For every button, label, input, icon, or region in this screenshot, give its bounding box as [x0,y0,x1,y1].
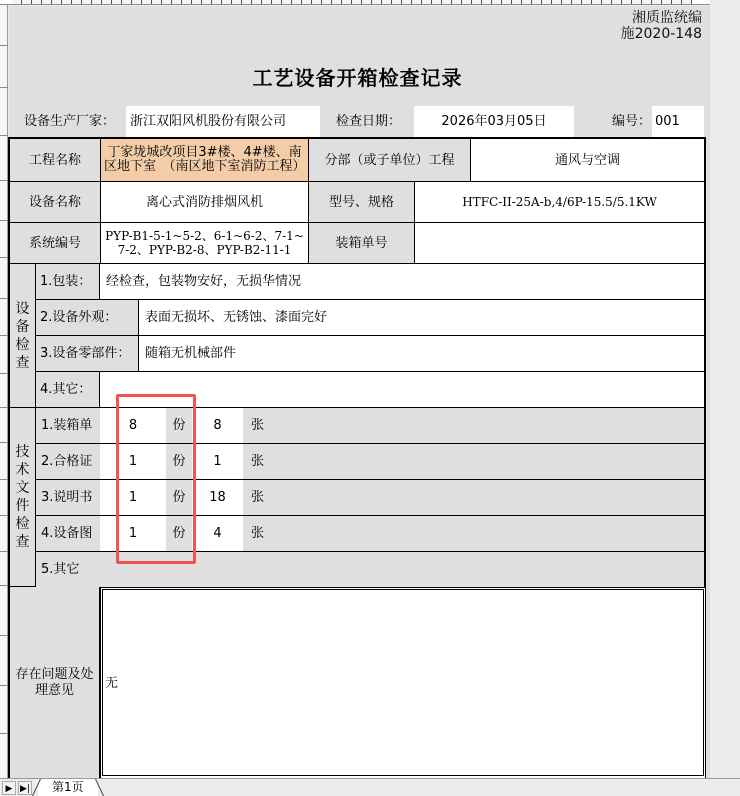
next-sheet-button[interactable]: ▶ [2,781,16,795]
project-name-value[interactable]: 丁家垅城改项目3#楼、4#楼、南区地下室 （南区地下室消防工程） [101,139,309,182]
last-sheet-button[interactable]: ▶| [18,781,32,795]
project-name-label: 工程名称 [10,139,101,182]
manufacturer-label: 设备生产厂家： [24,114,116,129]
doc-item-1-sheets-unit: 张 [243,408,704,444]
doc-item-4-label: 4.设备图 [36,516,100,552]
equipment-name-label: 设备名称 [10,182,101,223]
doc-item-1-label: 1.装箱单 [36,408,100,444]
number-label: 编号： [612,114,652,129]
row-header-bar[interactable] [0,5,8,778]
check-item-3-label: 3.设备零部件： [36,336,139,372]
issues-label: 存在问题及处理意见 [8,587,100,778]
doc-item-3-sheets-unit: 张 [243,480,704,516]
date-label: 检查日期： [336,114,402,129]
packing-number-label: 装箱单号 [309,223,415,264]
doc-item-3-copies[interactable]: 1 [100,480,166,516]
model-value[interactable]: HTFC-II-25A-b,4/6P-15.5/5.1KW [415,182,704,223]
check-item-2-value[interactable]: 表面无损坏、无锈蚀、漆面完好 [139,300,704,336]
system-number-value[interactable]: PYP-B1-5-1~5-2、6-1~6-2、7-1~7-2、PYP-B2-8、PYP-B2-11-1 [101,223,309,264]
doc-item-3-label: 3.说明书 [36,480,100,516]
doc-item-2-copies-unit: 份 [166,444,192,480]
check-item-1-label: 1.包装： [36,264,100,300]
doc-item-3-copies-unit: 份 [166,480,192,516]
check-item-2-label: 2.设备外观： [36,300,139,336]
org-code-line2: 施2020-148 [620,26,702,42]
document-title: 工艺设备开箱检查记录 [252,66,463,90]
right-gutter [710,0,740,778]
tech-docs-section-label: 技 术 文 件 检 查 [10,408,36,587]
doc-item-other[interactable]: 5.其它 [36,552,704,587]
column-header-bar[interactable] [0,0,710,5]
check-item-1-value[interactable]: 经检查，包装物安好，无损华情况 [100,264,704,300]
check-item-3-value[interactable]: 随箱无机械部件 [139,336,704,372]
division-value[interactable]: 通风与空调 [471,139,704,182]
check-item-4-label: 4.其它： [36,372,100,408]
model-label: 型号、规格 [309,182,415,223]
doc-item-4-copies-unit: 份 [166,516,192,552]
doc-item-2-sheets-unit: 张 [243,444,704,480]
date-value[interactable]: 2026年03月05日 [414,106,574,138]
doc-item-4-copies[interactable]: 1 [100,516,166,552]
division-label: 分部（或子单位）工程 [309,139,471,182]
check-item-4-value[interactable] [100,372,704,408]
issues-value[interactable]: 无 [100,587,706,778]
doc-item-3-sheets[interactable]: 18 [192,480,243,516]
doc-item-1-copies-unit: 份 [166,408,192,444]
equipment-name-value[interactable]: 离心式消防排烟风机 [101,182,309,223]
sheet-tab-bar [0,778,740,796]
system-number-label: 系统编号 [10,223,101,264]
doc-item-1-copies[interactable]: 8 [100,408,166,444]
manufacturer-value[interactable]: 浙江双阳风机股份有限公司 [126,106,320,138]
doc-item-2-sheets[interactable]: 1 [192,444,243,480]
org-code [621,10,702,42]
number-value[interactable]: 001 [652,106,704,138]
doc-item-4-sheets[interactable]: 4 [192,516,243,552]
doc-item-4-sheets-unit: 张 [243,516,704,552]
packing-number-value[interactable] [415,223,704,264]
doc-item-2-label: 2.合格证 [36,444,100,480]
sheet-tab-page1[interactable]: 第1页 [38,779,98,796]
org-code-line1: 湘质监统编 [632,10,702,26]
doc-item-2-copies[interactable]: 1 [100,444,166,480]
doc-item-1-sheets[interactable]: 8 [192,408,243,444]
equipment-check-section-label: 设 备 检 查 [10,264,36,408]
